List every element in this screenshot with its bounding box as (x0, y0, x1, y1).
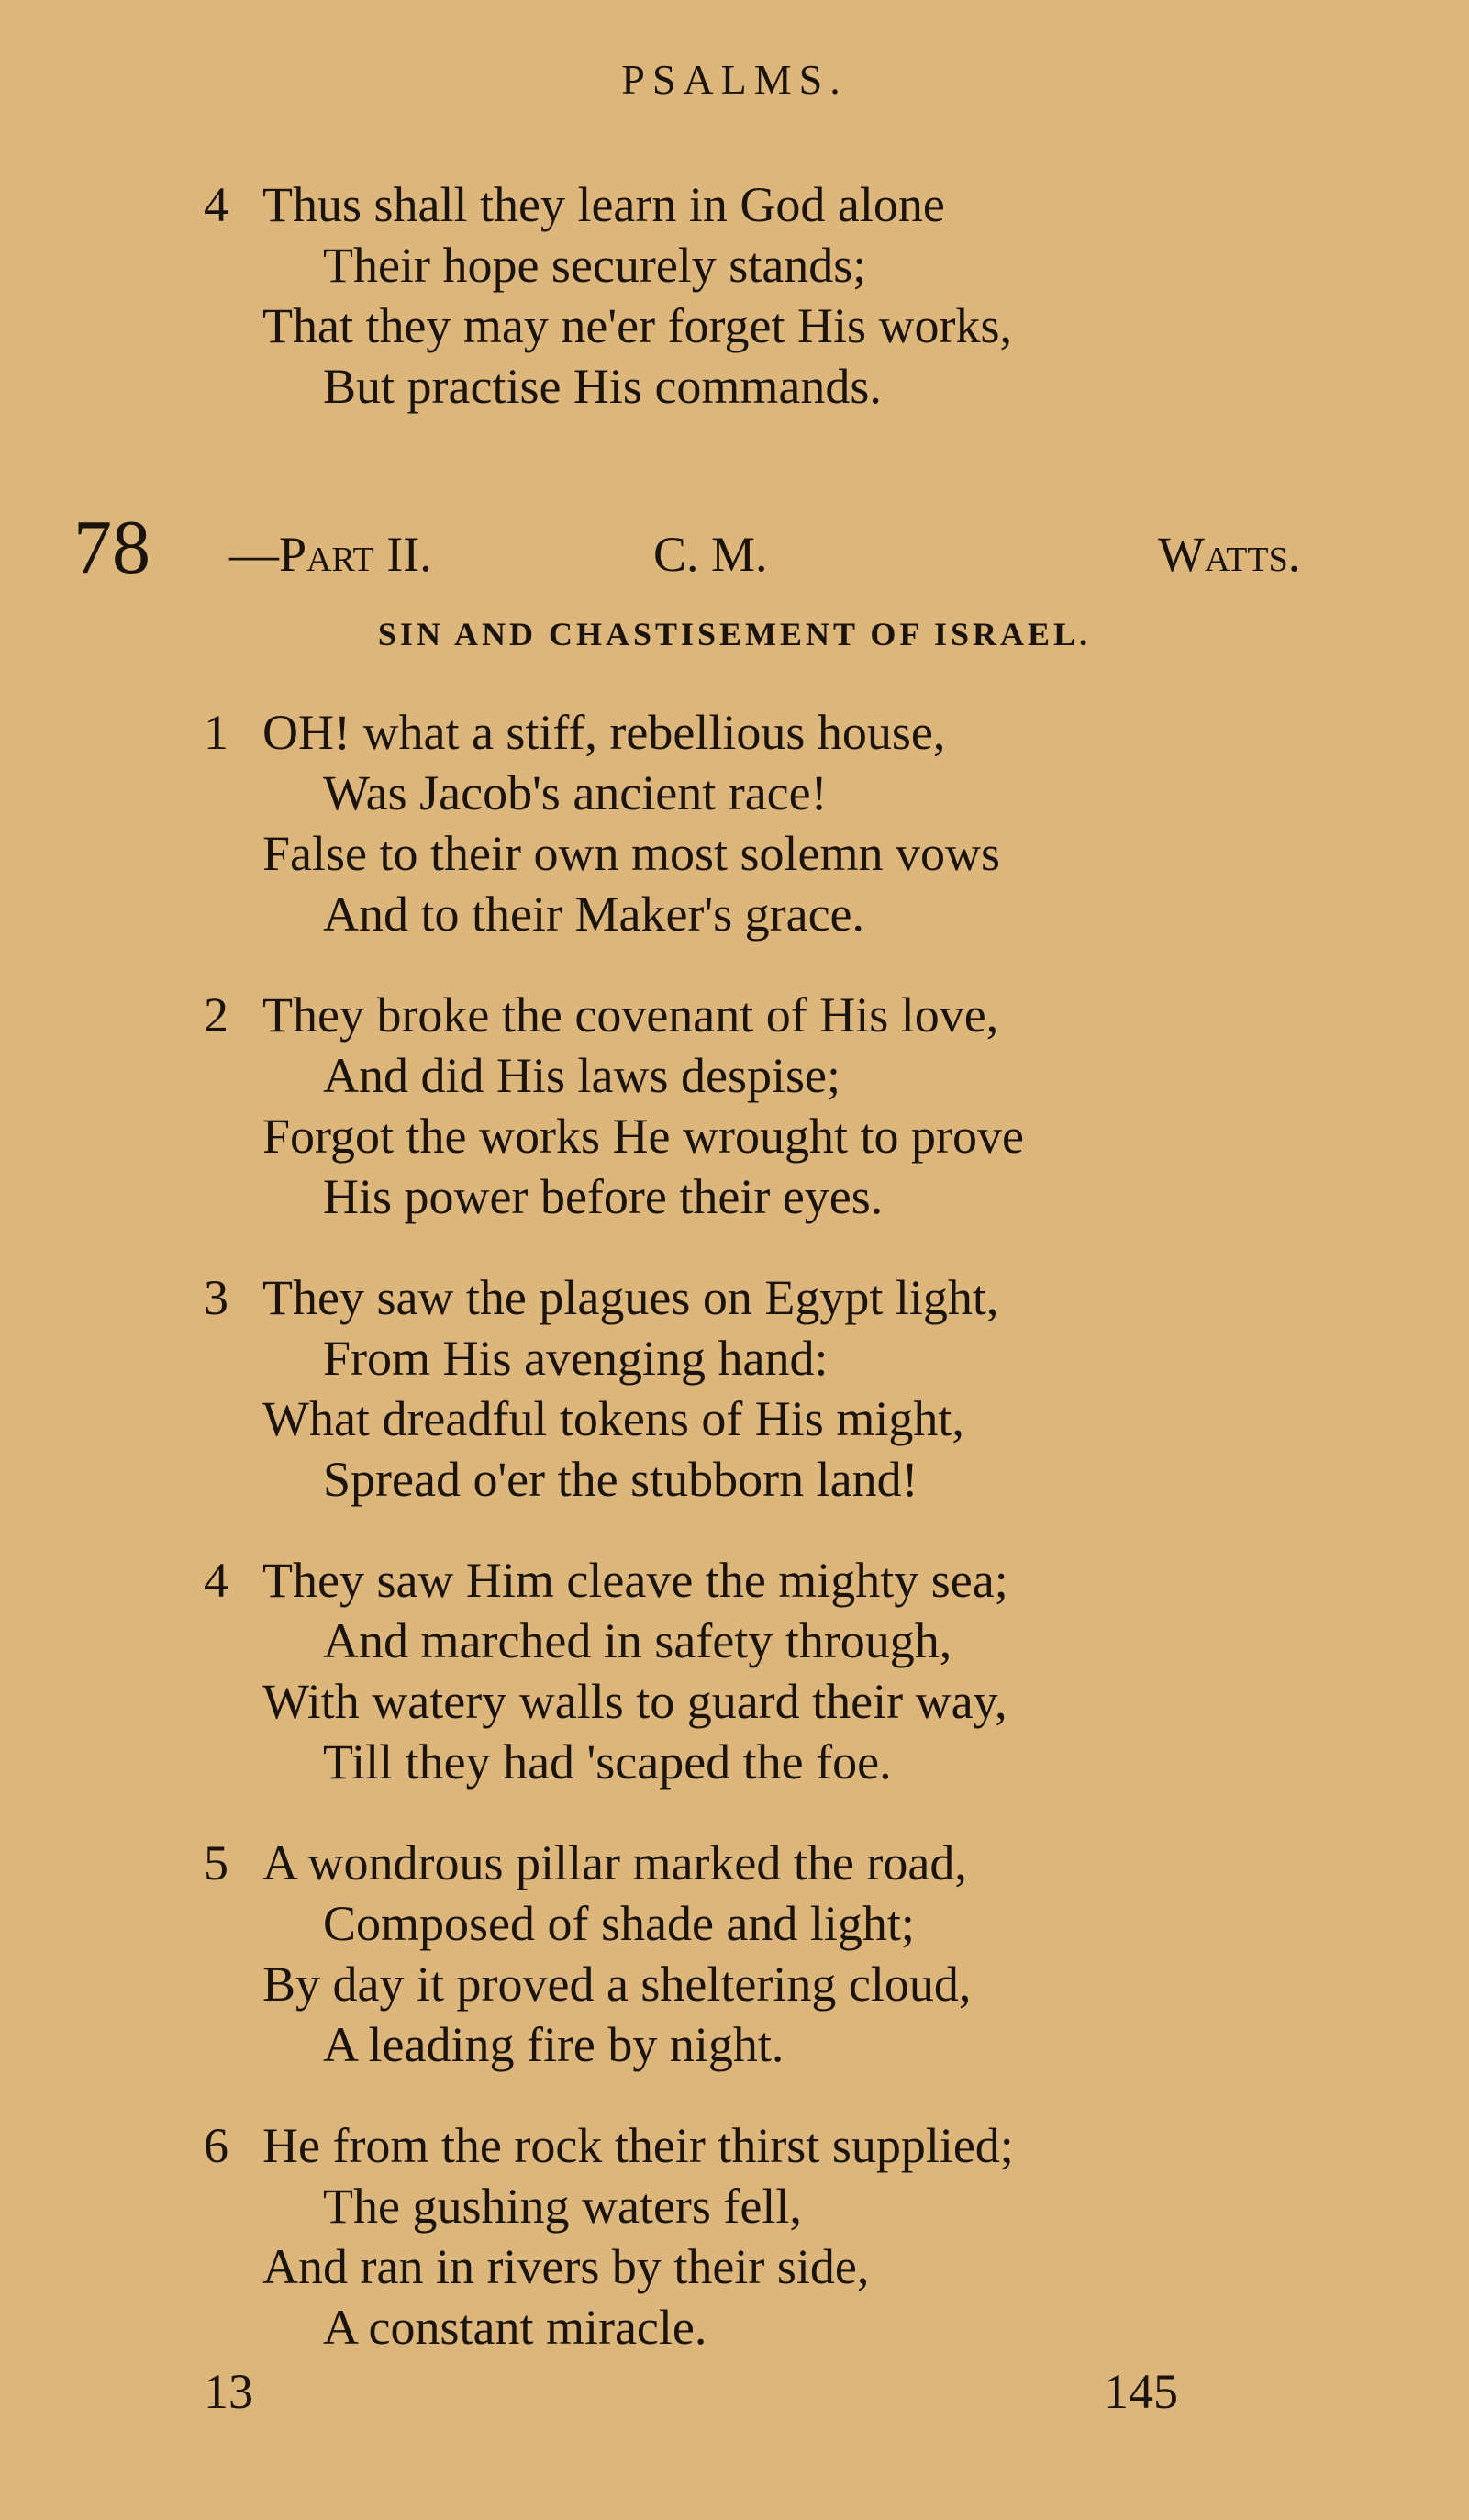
hymn-header (0, 505, 1469, 590)
stanza-line: And to their Maker's grace. (323, 886, 865, 942)
stanza-line: Till they had 'scaped the foe. (323, 1734, 892, 1790)
stanza-line: OH! what a stiff, rebellious house, (262, 705, 946, 760)
stanza-line: He from the rock their thirst supplied; (262, 2118, 1014, 2173)
stanza-line: False to their own most solemn vows (262, 826, 1000, 881)
stanza-line: They broke the covenant of His love, (262, 987, 999, 1043)
stanza-line: They saw the plagues on Egypt light, (262, 1270, 999, 1325)
stanza-line: A constant miracle. (323, 2300, 707, 2355)
stanza-line: His power before their eyes. (323, 1169, 884, 1224)
signature-mark: 13 (204, 2364, 253, 2419)
stanza-number: 5 (204, 1835, 228, 1890)
stanza-line: With watery walls to guard their way, (262, 1674, 1007, 1729)
stanza-line: The gushing waters fell, (323, 2179, 802, 2234)
stanza-line: And marched in safety through, (323, 1613, 952, 1668)
stanza-line: Composed of shade and light; (323, 1896, 915, 1951)
stanza-line: And ran in rivers by their side, (262, 2239, 870, 2294)
stanza-line: That they may ne'er forget His works, (262, 298, 1013, 353)
stanza-line: Spread o'er the stubborn land! (323, 1452, 918, 1507)
stanza-line: A leading fire by night. (323, 2017, 785, 2072)
stanza-line: A wondrous pillar marked the road, (262, 1835, 967, 1890)
stanza-line: By day it proved a sheltering cloud, (262, 1957, 972, 2012)
page-number: 145 (1104, 2364, 1178, 2419)
stanza-line: Their hope securely stands; (323, 238, 867, 293)
stanza-number: 4 (204, 1553, 228, 1608)
stanza-line: They saw Him cleave the mighty sea; (262, 1553, 1008, 1608)
stanza-number: 1 (204, 705, 228, 760)
hymn-number: 78 (73, 505, 150, 590)
stanza-number: 3 (204, 1270, 228, 1325)
stanza-line: And did His laws despise; (323, 1048, 840, 1103)
stanza-number: 2 (204, 987, 228, 1043)
hymn-part: —Part II. (229, 527, 432, 582)
stanza-line: Forgot the works He wrought to prove (262, 1109, 1024, 1164)
stanza-line: What dreadful tokens of His might, (262, 1391, 964, 1446)
stanza-line: From His avenging hand: (323, 1331, 829, 1386)
stanza-line: Thus shall they learn in God alone (262, 177, 945, 232)
hymn-subtitle: SIN AND CHASTISEMENT OF ISRAEL. (377, 616, 1092, 652)
hymn-meter: C. M. (653, 527, 768, 582)
stanza-number: 4 (204, 177, 228, 232)
stanza-line: Was Jacob's ancient race! (323, 765, 828, 820)
stanza-number: 6 (204, 2118, 228, 2173)
stanza-line: But practise His commands. (323, 359, 882, 414)
running-head: PSALMS. (621, 56, 848, 103)
hymn-author: Watts. (1158, 527, 1301, 582)
